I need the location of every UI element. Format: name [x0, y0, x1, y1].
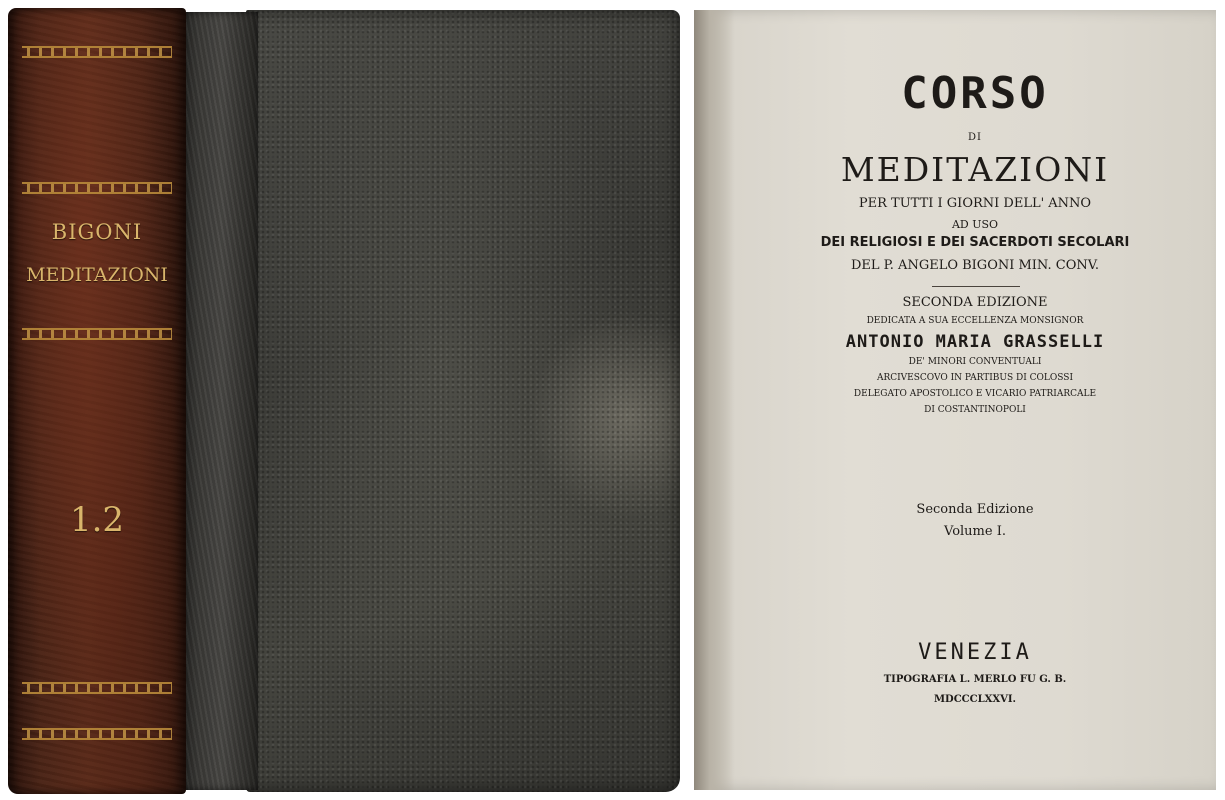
dedicatee-title-3: DI COSTANTINOPOLI [924, 405, 1026, 415]
title-subject: MEDITAZIONI [840, 150, 1110, 189]
spine-author: BIGONI [51, 220, 143, 244]
spine-ornament-middle [22, 328, 172, 340]
title-main: CORSO [901, 68, 1049, 119]
dedication-line: DEDICATA A SUA ECCELLENZA MONSIGNOR [866, 316, 1084, 326]
book-photo [8, 8, 680, 794]
front-board [246, 10, 680, 792]
line-dei-religiosi: DEI RELIGIOSI E DEI SACERDOTI SECOLARI [820, 235, 1130, 250]
dedicatee-title-1: ARCIVESCOVO IN PARTIBUS DI COLOSSI [876, 373, 1074, 383]
spine-volume-number: 1.2 [69, 500, 125, 540]
dedicatee-name: ANTONIO MARIA GRASSELLI [845, 332, 1105, 352]
line-ad-uso: AD USO [951, 218, 999, 231]
line-per-tutti: PER TUTTI I GIORNI DELL' ANNO [858, 196, 1092, 211]
line-author: DEL P. ANGELO BIGONI MIN. CONV. [851, 258, 1099, 273]
spine-ornament-upper [22, 182, 172, 194]
page-gutter [694, 10, 734, 790]
dedicatee-title-2: DELEGATO APOSTOLICO E VICARIO PATRIARCALE [853, 389, 1097, 399]
spine-title: MEDITAZIONI [26, 264, 168, 286]
imprint-year: MDCCCLXXVI. [933, 694, 1017, 705]
dedicatee-order: DE' MINORI CONVENTUALI [908, 357, 1042, 367]
book-spine [8, 8, 186, 794]
title-di: DI [968, 132, 982, 143]
edition-upper: SECONDA EDIZIONE [902, 295, 1048, 310]
spine-joint [178, 12, 258, 790]
spine-ornament-lower [22, 682, 172, 694]
edition-lower: Seconda Edizione [916, 502, 1034, 517]
divider-rule [932, 286, 1020, 287]
imprint-printer: TIPOGRAFIA L. MERLO FU G. B. [883, 674, 1067, 685]
imprint-city: VENEZIA [918, 640, 1032, 665]
volume-label: Volume I. [944, 524, 1006, 539]
spine-ornament-top [22, 46, 172, 58]
title-page-photo [694, 10, 1216, 790]
spine-ornament-bottom [22, 728, 172, 740]
